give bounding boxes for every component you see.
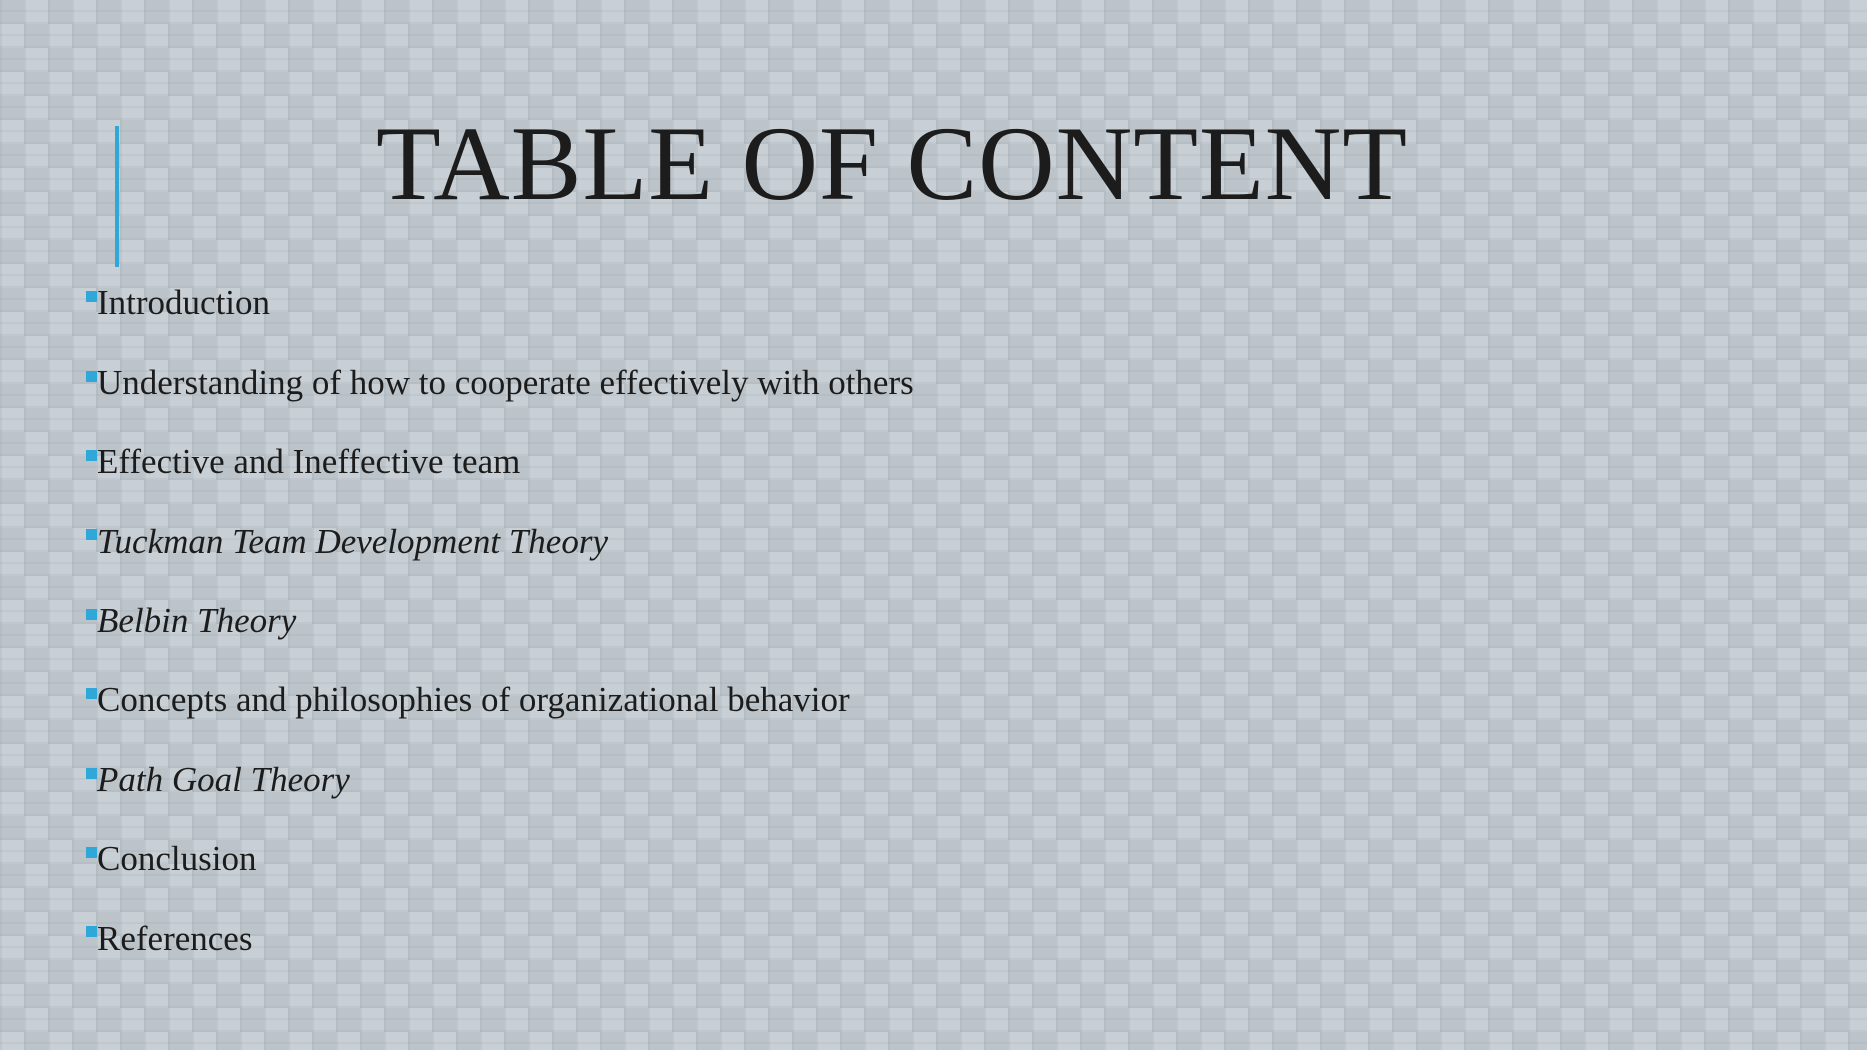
toc-item-understanding-cooperation bbox=[86, 343, 914, 422]
bullet-square-icon bbox=[86, 768, 97, 779]
bullet-square-icon bbox=[86, 688, 97, 699]
bullet-square-icon bbox=[86, 450, 97, 461]
toc-item-label: Effective and Ineffective team bbox=[97, 442, 521, 482]
toc-item-tuckman-theory bbox=[86, 502, 914, 581]
bullet-square-icon bbox=[86, 609, 97, 620]
toc-item-conclusion bbox=[86, 820, 914, 899]
toc-item-belbin-theory bbox=[86, 582, 914, 661]
bullet-square-icon bbox=[86, 926, 97, 937]
bullet-square-icon bbox=[86, 291, 97, 302]
bullet-square-icon bbox=[86, 847, 97, 858]
toc-item-introduction bbox=[86, 264, 914, 343]
toc-item-label: Tuckman Team Development Theory bbox=[97, 521, 608, 561]
toc-item-label: References bbox=[97, 918, 253, 958]
toc-item-label: Introduction bbox=[97, 283, 271, 323]
toc-item-concepts-philosophies bbox=[86, 661, 914, 740]
toc-item-label: Understanding of how to cooperate effectively with others bbox=[97, 362, 914, 402]
toc-item-label: Conclusion bbox=[97, 839, 257, 879]
toc-item-path-goal-theory bbox=[86, 740, 914, 819]
toc-item-label: Belbin Theory bbox=[97, 601, 297, 640]
bullet-square-icon bbox=[86, 529, 97, 540]
bullet-square-icon bbox=[86, 371, 97, 382]
toc-list bbox=[0, 264, 914, 979]
toc-item-effective-ineffective-team bbox=[86, 423, 914, 502]
toc-item-label: Concepts and philosophies of organizational behavior bbox=[97, 680, 850, 720]
page-title: TABLE OF CONTENT bbox=[375, 105, 1409, 222]
toc-item-label: Path Goal Theory bbox=[97, 759, 350, 799]
toc-item-references bbox=[86, 899, 914, 978]
